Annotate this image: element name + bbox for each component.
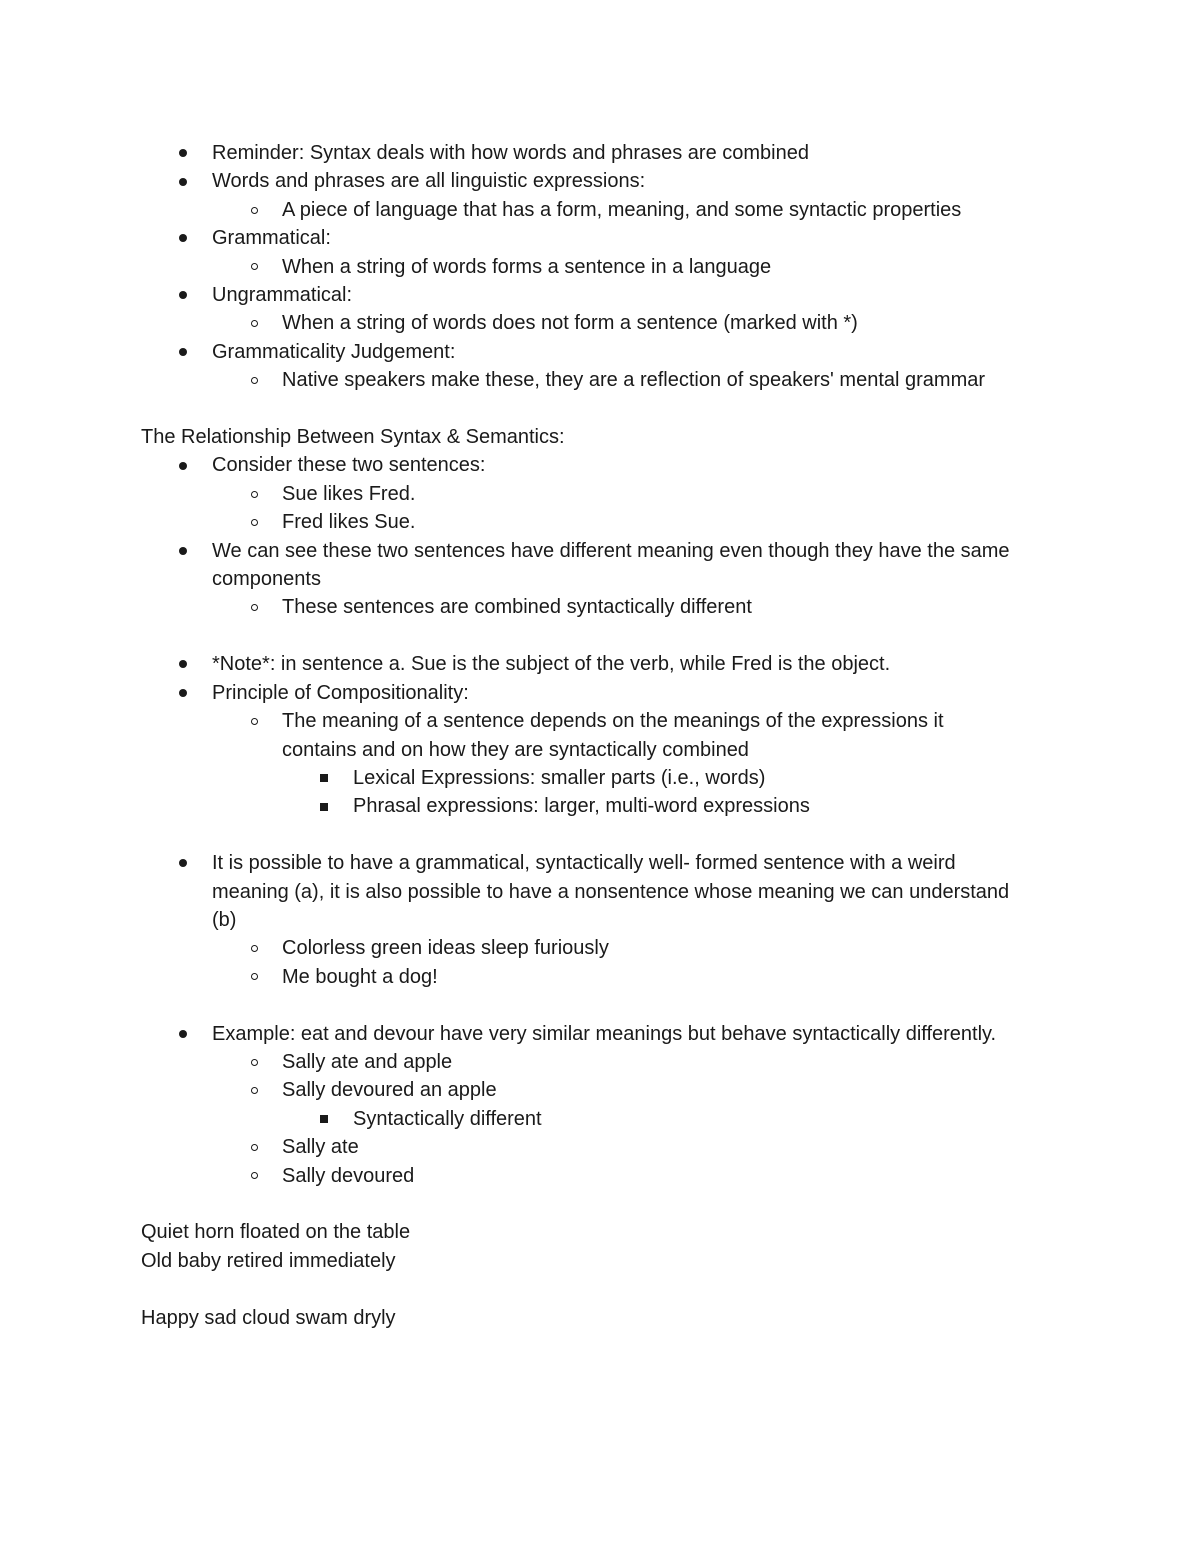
bullet-disc [176,650,190,678]
list-item: We can see these two sentences have different meaning even though they have the same components [141,537,1101,594]
bullet-square [317,764,331,792]
blank-line [141,1190,1101,1218]
list-item: A piece of language that has a form, meaning, and some syntactic properties [141,196,1101,224]
bullet-disc [176,338,190,366]
plain-line: Happy sad cloud swam dryly [141,1306,396,1329]
list-item: Grammaticality Judgement: [141,338,1101,366]
list-item: Example: eat and devour have very similar meanings but behave syntactically differently. [141,1020,1101,1048]
list-item: These sentences are combined syntactically different [141,593,1101,621]
bullet-disc [176,1020,190,1048]
list-item: The meaning of a sentence depends on the meanings of the expressions it contains and on how they are syntactically combined [141,707,1101,764]
list-item: Grammatical: [141,224,1101,252]
bullet-disc [176,451,190,479]
plain-line: Old baby retired immediately [141,1249,396,1272]
list-item: Sally ate and apple [141,1048,1101,1076]
bullet-disc [176,537,190,565]
bullet-disc [176,679,190,707]
list-item: It is possible to have a grammatical, syntactically well- formed sentence with a weird meaning (a), it is also possible to have a nonsentence whose meaning we can understand (b) [141,849,1101,934]
list-item: When a string of words does not form a sentence (marked with *) [141,309,1101,337]
blank-line [141,821,1101,849]
list-item: Me bought a dog! [141,963,1101,991]
bullet-circle [247,508,261,536]
blank-line [141,991,1101,1019]
list-item: Native speakers make these, they are a reflection of speakers' mental grammar [141,366,1101,394]
bullet-circle [247,707,261,735]
bullet-disc [176,281,190,309]
list-item: Principle of Compositionality: [141,679,1101,707]
bullet-circle [247,1133,261,1161]
list-item: Words and phrases are all linguistic expressions: [141,167,1101,195]
bullet-circle [247,366,261,394]
list-item: Lexical Expressions: smaller parts (i.e., words) [141,764,1101,792]
bullet-circle [247,480,261,508]
bullet-circle [247,963,261,991]
list-item: Reminder: Syntax deals with how words and phrases are combined [141,139,1101,167]
bullet-circle [247,593,261,621]
bullet-circle [247,253,261,281]
bullet-square [317,792,331,820]
list-item: Fred likes Sue. [141,508,1101,536]
bullet-circle [247,1048,261,1076]
list-item: Sally devoured an apple [141,1076,1101,1104]
bullet-circle [247,1162,261,1190]
list-item: When a string of words forms a sentence in a language [141,253,1101,281]
bullet-circle [247,934,261,962]
list-item: Colorless green ideas sleep furiously [141,934,1101,962]
bullet-circle [247,1076,261,1104]
list-item: *Note*: in sentence a. Sue is the subject of the verb, while Fred is the object. [141,650,1101,678]
blank-line [141,1275,1101,1303]
list-item: Sally ate [141,1133,1101,1161]
section-heading: The Relationship Between Syntax & Semantics: [141,426,565,449]
bullet-circle [247,309,261,337]
list-item: Sue likes Fred. [141,480,1101,508]
blank-line [141,622,1101,650]
list-item: Sally devoured [141,1162,1101,1190]
plain-line: Quiet horn floated on the table [141,1221,411,1244]
bullet-disc [176,849,190,877]
bullet-disc [176,224,190,252]
document-body [141,139,1101,1332]
blank-line [141,395,1101,423]
list-item: Syntactically different [141,1105,1101,1133]
bullet-disc [176,139,190,167]
bullet-square [317,1105,331,1133]
list-item: Phrasal expressions: larger, multi-word expressions [141,792,1101,820]
list-item: Ungrammatical: [141,281,1101,309]
bullet-disc [176,167,190,195]
bullet-circle [247,196,261,224]
list-item: Consider these two sentences: [141,451,1101,479]
